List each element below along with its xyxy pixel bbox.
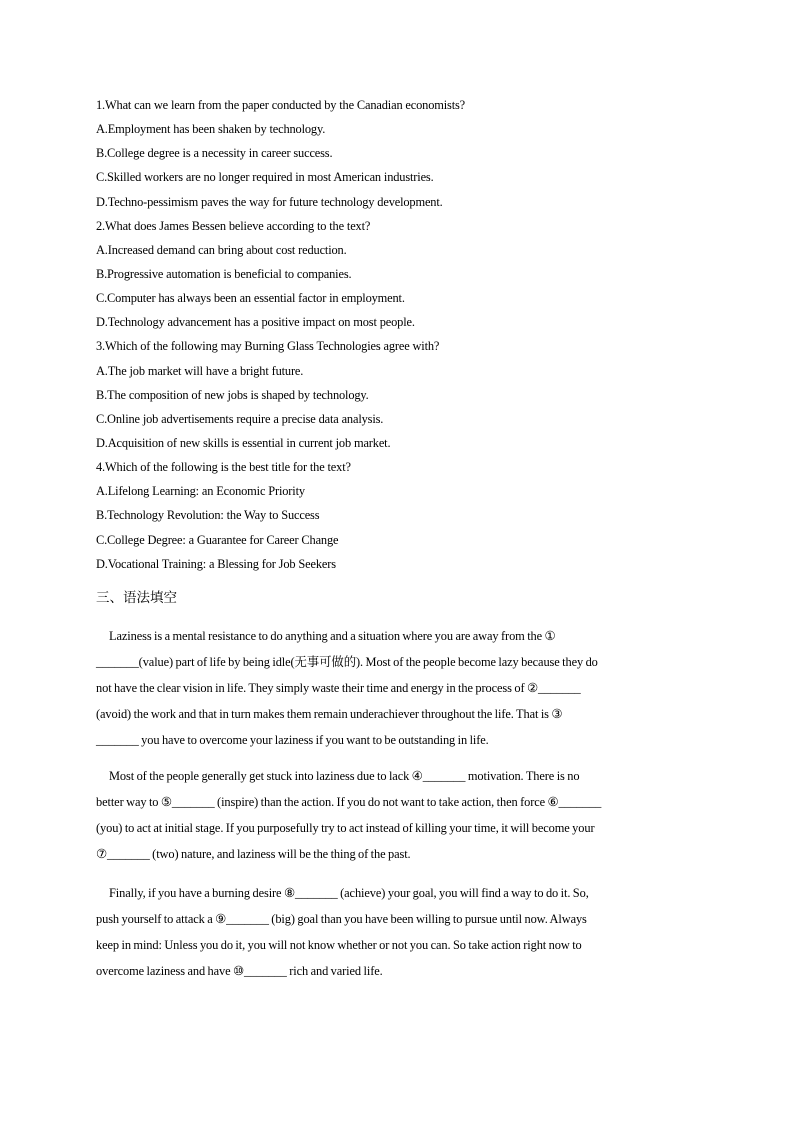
question-2 [96,214,696,335]
paragraph-line: overcome laziness and have ⑩_______ rich and varied life. [96,963,383,978]
paragraph-line: (you) to act at initial stage. If you purposefully try to act instead of killing your time, it will become your [96,820,595,835]
question-stem: 1.What can we learn from the paper conducted by the Canadian economists? [96,98,466,112]
passage-paragraph-2 [96,763,696,867]
question-4 [96,455,696,576]
paragraph-line: keep in mind: Unless you do it, you will not know whether or not you can. So take action right now to [96,937,582,952]
option-d: D.Vocational Training: a Blessing for Job Seekers [96,556,336,571]
paragraph-line: Laziness is a mental resistance to do anything and a situation where you are away from the ① [109,628,556,643]
question-1 [96,93,696,214]
option-b: B.The composition of new jobs is shaped by technology. [96,387,369,402]
question-stem: 3.Which of the following may Burning Glass Technologies agree with? [96,339,440,354]
question-stem: 2.What does James Bessen believe according to the text? [96,218,371,233]
paragraph-line: push yourself to attack a ⑨_______ (big) goal than you have been willing to pursue until now. Always [96,911,587,926]
option-a: A.The job market will have a bright future. [96,363,304,378]
option-b: B.College degree is a necessity in career success. [96,146,333,161]
paragraph-line: Most of the people generally get stuck into laziness due to lack ④_______ motivation. There is no [109,768,580,783]
option-a: A.Lifelong Learning: an Economic Priority [96,484,305,499]
section-title: 三、语法填空 [96,589,177,606]
option-c: C.College Degree: a Guarantee for Career Change [96,532,339,547]
option-b: B.Technology Revolution: the Way to Success [96,508,320,523]
option-a: A.Employment has been shaken by technology. [96,122,326,137]
document-page [96,93,696,984]
option-d: D.Techno-pessimism paves the way for future technology development. [96,194,443,209]
passage-paragraph-3 [96,880,696,984]
paragraph-line: better way to ⑤_______ (inspire) than the action. If you do not want to take action, then force ⑥_______ [96,794,602,809]
option-a: A.Increased demand can bring about cost reduction. [96,242,347,257]
paragraph-line: Finally, if you have a burning desire ⑧_______ (achieve) your goal, you will find a way to do it. So, [109,885,589,900]
question-stem: 4.Which of the following is the best title for the text? [96,460,351,475]
paragraph-line: ⑦_______ (two) nature, and laziness will be the thing of the past. [96,846,411,861]
paragraph-line: _______ you have to overcome your laziness if you want to be outstanding in life. [96,732,489,747]
paragraph-line: _______(value) part of life by being idle(无事可做的). Most of the people become lazy because they do [96,654,598,669]
option-b: B.Progressive automation is beneficial to companies. [96,266,352,281]
option-c: C.Computer has always been an essential factor in employment. [96,291,405,306]
paragraph-line: not have the clear vision in life. They simply waste their time and energy in the process of ②_______ [96,680,581,695]
option-c: C.Skilled workers are no longer required in most American industries. [96,170,434,185]
option-d: D.Technology advancement has a positive impact on most people. [96,315,415,330]
option-d: D.Acquisition of new skills is essential in current job market. [96,435,391,450]
passage-paragraph-1 [96,623,696,753]
question-3 [96,334,696,455]
option-c: C.Online job advertisements require a precise data analysis. [96,411,384,426]
paragraph-line: (avoid) the work and that in turn makes them remain underachiever throughout the life. That is ③ [96,706,563,721]
